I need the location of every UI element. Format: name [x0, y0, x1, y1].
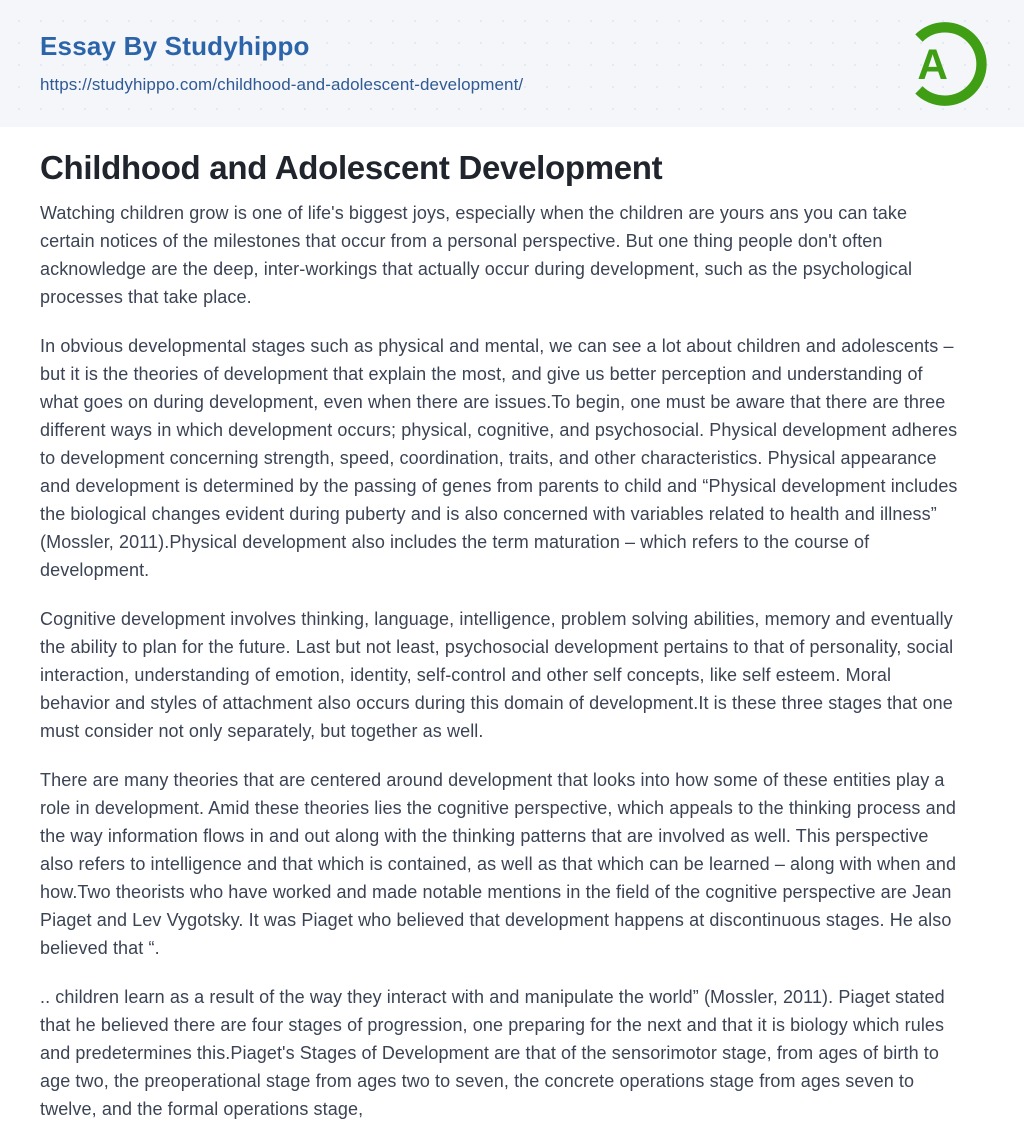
article-paragraph: .. children learn as a result of the way they interact with and manipulate the world” (Mossler, 2011). Piaget stated that he believed there are four stages of progression, one preparing for the next and that it is biology which rules and predetermines this.Piaget's Stages of Development are that of the sensorimotor stage, from ages of birth to age two, the preoperational stage from ages two to seven, the concrete operations stage from ages seven to twelve, and the formal operations stage, [40, 986, 945, 1119]
article-body [40, 199, 966, 1123]
article-paragraph: There are many theories that are centered around development that looks into how some of these entities play a role in development. Amid these theories lies the cognitive perspective, which appeals to the thinking process and the way information flows in and out along with the thinking patterns that are involved as well. This perspective also refers to intelligence and that which is contained, as well as that which can be learned – along with when and how.Two theorists who have worked and made notable mentions in the field of the cognitive perspective are Jean Piaget and Lev Vygotsky. It was Piaget who believed that development happens at discontinuous stages. He also believed that “. [40, 769, 957, 958]
article-title: Childhood and Adolescent Development [40, 149, 663, 186]
site-title: Essay By Studyhippo [40, 31, 310, 62]
article-paragraph: Watching children grow is one of life's biggest joys, especially when the children are yours ans you can take certain notices of the milestones that occur from a personal perspective. But one thing people don't often acknowledge are the deep, inter-workings that actually occur during development, such as the psychological processes that take place. [40, 202, 913, 307]
source-url-text: https://studyhippo.com/childhood-and-adolescent-development/ [40, 74, 524, 94]
article-content [0, 127, 1006, 1123]
article-paragraph: In obvious developmental stages such as physical and mental, we can see a lot about children and adolescents – but it is the theories of development that explain the most, and give us better perception and understanding of what goes on during development, even when there are issues.To begin, one must be aware that there are three different ways in which development occurs; physical, cognitive, and psychosocial. Physical development adheres to development concerning strength, speed, coordination, traits, and other characteristics. Physical appearance and development is determined by the passing of genes from parents to child and “Physical development includes the biological changes evident during puberty and is also concerned with variables related to health and illness” (Mossler, 2011).Physical development also includes the term maturation – which refers to the course of development. [40, 335, 958, 580]
studyhippo-logo [896, 17, 990, 111]
header-text-block [40, 32, 523, 95]
logo-ring-icon [896, 17, 990, 111]
page-header [0, 0, 1024, 127]
article-paragraph: Cognitive development involves thinking, language, intelligence, problem solving abilities, memory and eventually the ability to plan for the future. Last but not least, psychosocial development pertains to that of personality, social interaction, understanding of emotion, identity, self-control and other self concepts, like self esteem. Moral behavior and styles of attachment also occurs during this domain of development.It is these three stages that one must consider not only separately, but together as well. [40, 608, 954, 741]
logo-letter: A [917, 40, 948, 88]
